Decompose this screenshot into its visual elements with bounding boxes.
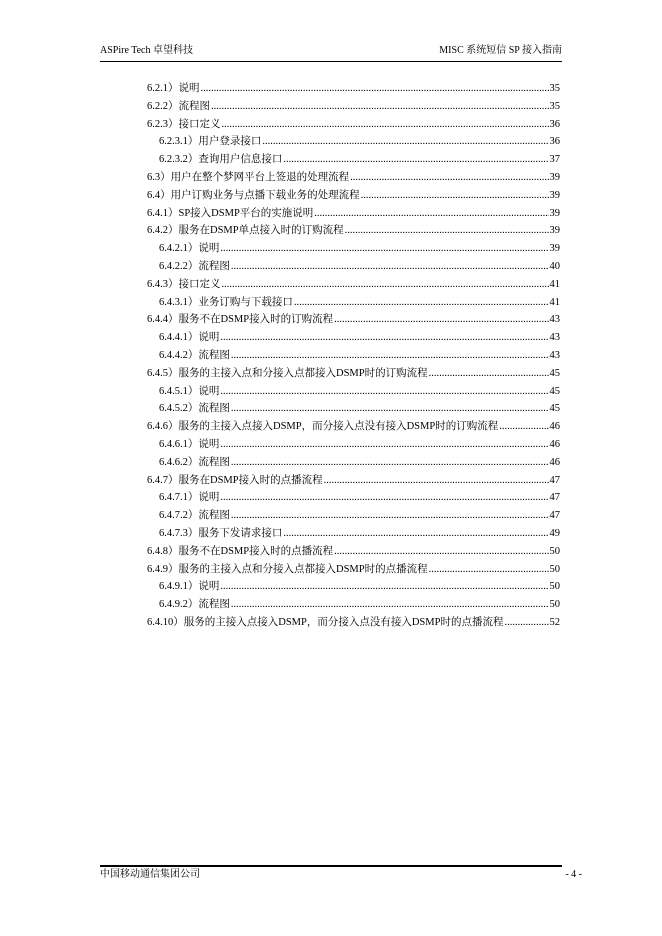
page-footer — [100, 868, 582, 882]
toc-dot-leader — [262, 133, 548, 150]
toc-entry-page-number: 50 — [549, 546, 560, 557]
toc-entry-label: 6.4.5.1）说明 — [159, 386, 220, 397]
toc-entry[interactable] — [159, 525, 560, 542]
page-header — [100, 44, 562, 62]
toc-entry-page-number: 43 — [549, 332, 560, 343]
toc-entry[interactable] — [147, 116, 560, 133]
toc-entry-page-number: 52 — [549, 617, 560, 628]
toc-dot-leader — [222, 116, 549, 133]
toc-dot-leader — [231, 347, 549, 364]
toc-dot-leader — [211, 98, 549, 115]
toc-entry-page-number: 40 — [549, 261, 560, 272]
toc-entry-label: 6.4.4.2）流程图 — [159, 350, 230, 361]
toc-entry-label: 6.4.2.1）说明 — [159, 243, 220, 254]
toc-entry-label: 6.4.7.2）流程图 — [159, 510, 230, 521]
header-company: ASPire Tech 卓望科技 — [100, 45, 193, 56]
toc-entry-label: 6.4.6）服务的主接入点接入DSMP，而分接入点没有接入DSMP时的订购流程 — [147, 421, 499, 432]
toc-dot-leader — [361, 187, 549, 204]
toc-entry[interactable] — [159, 329, 560, 346]
toc-entry-label: 6.2.3.1）用户登录接口 — [159, 136, 262, 147]
toc-entry-page-number: 43 — [549, 314, 560, 325]
toc-entry[interactable] — [159, 507, 560, 524]
toc-entry-page-number: 36 — [549, 136, 560, 147]
toc-entry-label: 6.4.8）服务不在DSMP接入时的点播流程 — [147, 546, 334, 557]
toc-entry-page-number: 37 — [549, 154, 560, 165]
toc-entry[interactable] — [147, 98, 560, 115]
toc-entry-label: 6.2.3）接口定义 — [147, 119, 221, 130]
toc-dot-leader — [429, 561, 549, 578]
toc-entry-page-number: 45 — [549, 403, 560, 414]
toc-entry-page-number: 41 — [549, 297, 560, 308]
toc-entry-page-number: 35 — [549, 101, 560, 112]
toc-entry-label: 6.4.9.2）流程图 — [159, 599, 230, 610]
toc-entry[interactable] — [147, 561, 560, 578]
footer-company: 中国移动通信集团公司 — [100, 869, 200, 880]
toc-entry[interactable] — [159, 151, 560, 168]
toc-dot-leader — [504, 614, 548, 631]
toc-entry-label: 6.4.1）SP接入DSMP平台的实施说明 — [147, 208, 314, 219]
toc-entry[interactable] — [159, 596, 560, 613]
toc-entry-label: 6.4.6.1）说明 — [159, 439, 220, 450]
toc-entry-label: 6.4.7）服务在DSMP接入时的点播流程 — [147, 475, 323, 486]
toc-entry-label: 6.4.7.3）服务下发请求接口 — [159, 528, 283, 539]
toc-entry-label: 6.2.3.2）查询用户信息接口 — [159, 154, 283, 165]
toc-entry-page-number: 39 — [549, 243, 560, 254]
toc-dot-leader — [283, 525, 548, 542]
toc-entry-label: 6.4.9.1）说明 — [159, 581, 220, 592]
toc-entry-page-number: 45 — [549, 386, 560, 397]
toc-dot-leader — [345, 222, 549, 239]
toc-entry[interactable] — [147, 187, 560, 204]
toc-entry-label: 6.4.9）服务的主接入点和分接入点都接入DSMP时的点播流程 — [147, 564, 428, 575]
toc-entry[interactable] — [159, 383, 560, 400]
toc-dot-leader — [220, 240, 548, 257]
toc-dot-leader — [314, 205, 548, 222]
toc-dot-leader — [231, 596, 549, 613]
toc-dot-leader — [499, 418, 548, 435]
toc-dot-leader — [350, 169, 548, 186]
toc-entry[interactable] — [147, 614, 560, 631]
toc-entry-label: 6.3）用户在整个梦网平台上签退的处理流程 — [147, 172, 350, 183]
toc-entry[interactable] — [159, 400, 560, 417]
toc-entry-page-number: 50 — [549, 581, 560, 592]
toc-entry[interactable] — [159, 240, 560, 257]
toc-entry-page-number: 35 — [549, 83, 560, 94]
toc-entry[interactable] — [159, 578, 560, 595]
toc-entry-page-number: 41 — [549, 279, 560, 290]
toc-entry[interactable] — [159, 294, 560, 311]
toc-entry-page-number: 43 — [549, 350, 560, 361]
toc-entry-label: 6.4）用户订购业务与点播下载业务的处理流程 — [147, 190, 360, 201]
toc-dot-leader — [220, 329, 548, 346]
toc-entry[interactable] — [147, 169, 560, 186]
toc-entry-label: 6.4.2）服务在DSMP单点接入时的订购流程 — [147, 225, 344, 236]
toc-entry-label: 6.4.2.2）流程图 — [159, 261, 230, 272]
toc-entry-label: 6.4.6.2）流程图 — [159, 457, 230, 468]
toc-entry-page-number: 36 — [549, 119, 560, 130]
toc-entry[interactable] — [159, 436, 560, 453]
toc-dot-leader — [201, 80, 549, 97]
toc-entry-label: 6.4.3.1）业务订购与下载接口 — [159, 297, 293, 308]
toc-entry-label: 6.4.5.2）流程图 — [159, 403, 230, 414]
toc-entry-page-number: 46 — [549, 421, 560, 432]
toc-entry-page-number: 50 — [549, 564, 560, 575]
toc-entry-page-number: 39 — [549, 225, 560, 236]
toc-entry-page-number: 47 — [549, 475, 560, 486]
toc-entry-label: 6.4.10）服务的主接入点接入DSMP，而分接入点没有接入DSMP时的点播流程 — [147, 617, 504, 628]
toc-entry[interactable] — [147, 311, 560, 328]
toc-entry[interactable] — [147, 276, 560, 293]
toc-entry[interactable] — [147, 418, 560, 435]
toc-entry-page-number: 39 — [549, 172, 560, 183]
toc-dot-leader — [324, 472, 549, 489]
toc-dot-leader — [220, 436, 548, 453]
toc-entry-page-number: 45 — [549, 368, 560, 379]
toc-dot-leader — [294, 294, 549, 311]
toc-dot-leader — [283, 151, 548, 168]
toc-entry[interactable] — [147, 222, 560, 239]
toc-dot-leader — [231, 258, 549, 275]
toc-dot-leader — [231, 400, 549, 417]
toc-dot-leader — [220, 383, 548, 400]
toc-entry-page-number: 39 — [549, 208, 560, 219]
header-document-title: MISC 系统短信 SP 接入指南 — [439, 45, 562, 56]
toc-entry-page-number: 49 — [549, 528, 560, 539]
toc-entry-label: 6.4.3）接口定义 — [147, 279, 221, 290]
toc-entry-label: 6.4.7.1）说明 — [159, 492, 220, 503]
toc-entry[interactable] — [159, 133, 560, 150]
toc-dot-leader — [334, 311, 548, 328]
toc-entry[interactable] — [147, 543, 560, 560]
toc-entry-label: 6.2.1）说明 — [147, 83, 200, 94]
toc-entry-page-number: 50 — [549, 599, 560, 610]
toc-entry-label: 6.4.4.1）说明 — [159, 332, 220, 343]
toc-entry-page-number: 47 — [549, 492, 560, 503]
toc-dot-leader — [231, 454, 549, 471]
page-number: - 4 - — [565, 869, 582, 880]
toc-entry[interactable] — [147, 80, 560, 97]
toc-entry[interactable] — [147, 472, 560, 489]
toc-entry-label: 6.4.4）服务不在DSMP接入时的订购流程 — [147, 314, 334, 325]
toc-dot-leader — [429, 365, 549, 382]
header-divider — [100, 61, 562, 62]
toc-entry[interactable] — [159, 454, 560, 471]
toc-dot-leader — [222, 276, 549, 293]
toc-entry-label: 6.4.5）服务的主接入点和分接入点都接入DSMP时的订购流程 — [147, 368, 428, 379]
toc-entry[interactable] — [147, 365, 560, 382]
toc-entry-page-number: 39 — [549, 190, 560, 201]
toc-entry-page-number: 46 — [549, 457, 560, 468]
toc-dot-leader — [220, 578, 548, 595]
toc-entry-page-number: 46 — [549, 439, 560, 450]
footer-divider — [100, 865, 562, 867]
toc-entry[interactable] — [147, 205, 560, 222]
toc-entry[interactable] — [159, 489, 560, 506]
toc-entry-page-number: 47 — [549, 510, 560, 521]
toc-entry-label: 6.2.2）流程图 — [147, 101, 210, 112]
toc-dot-leader — [220, 489, 548, 506]
toc-entry[interactable] — [159, 347, 560, 364]
toc-entry[interactable] — [159, 258, 560, 275]
toc-dot-leader — [334, 543, 548, 560]
toc-dot-leader — [231, 507, 549, 524]
